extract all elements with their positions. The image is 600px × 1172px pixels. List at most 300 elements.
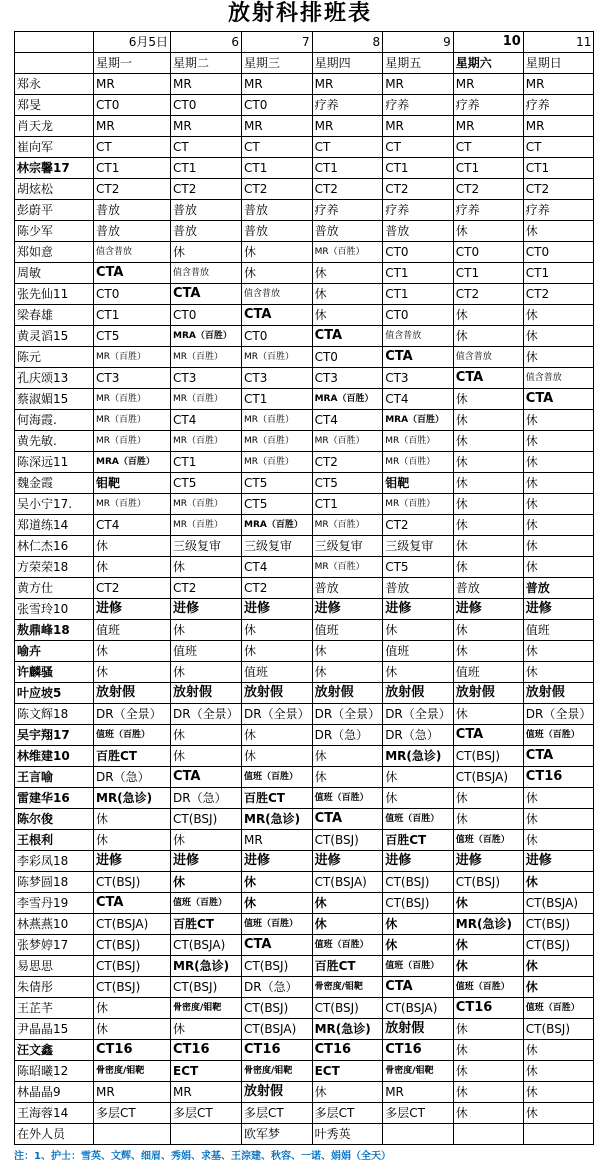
- shift-cell[interactable]: CT0: [171, 95, 242, 116]
- shift-cell[interactable]: 休: [242, 242, 313, 263]
- shift-cell[interactable]: 休: [94, 557, 171, 578]
- shift-cell[interactable]: CT(BSJ): [383, 872, 454, 893]
- shift-cell[interactable]: 进修: [523, 851, 594, 872]
- shift-cell[interactable]: CT2: [94, 179, 171, 200]
- staff-name[interactable]: 林维建10: [15, 746, 94, 767]
- shift-cell[interactable]: 普放: [242, 200, 313, 221]
- shift-cell[interactable]: 值班（百胜）: [523, 998, 594, 1019]
- shift-cell[interactable]: 休: [523, 221, 594, 242]
- shift-cell[interactable]: 百胜CT: [312, 956, 383, 977]
- shift-cell[interactable]: CT: [312, 137, 383, 158]
- shift-cell[interactable]: CT2: [94, 578, 171, 599]
- shift-cell[interactable]: CT1: [453, 158, 523, 179]
- shift-cell[interactable]: CTA: [171, 284, 242, 305]
- shift-cell[interactable]: CTA: [383, 347, 454, 368]
- shift-cell[interactable]: 百胜CT: [171, 914, 242, 935]
- shift-cell[interactable]: 休: [453, 956, 523, 977]
- shift-cell[interactable]: CTA: [242, 305, 313, 326]
- shift-cell[interactable]: 普放: [171, 221, 242, 242]
- shift-cell[interactable]: 多层CT: [242, 1103, 313, 1124]
- staff-name[interactable]: 梁春雄: [15, 305, 94, 326]
- date-cell[interactable]: 10: [453, 32, 523, 53]
- shift-cell[interactable]: MR（百胜）: [312, 515, 383, 536]
- weekday-cell[interactable]: 星期三: [242, 53, 313, 74]
- shift-cell[interactable]: CT0: [523, 242, 594, 263]
- shift-cell[interactable]: 进修: [171, 599, 242, 620]
- shift-cell[interactable]: 放射假: [171, 683, 242, 704]
- shift-cell[interactable]: 进修: [242, 851, 313, 872]
- shift-cell[interactable]: 休: [383, 914, 454, 935]
- shift-cell[interactable]: 百胜CT: [242, 788, 313, 809]
- shift-cell[interactable]: 值班: [94, 620, 171, 641]
- staff-name[interactable]: 雷建华16: [15, 788, 94, 809]
- shift-cell[interactable]: 普放: [312, 578, 383, 599]
- shift-cell[interactable]: 休: [453, 1019, 523, 1040]
- date-cell[interactable]: 7: [242, 32, 313, 53]
- shift-cell[interactable]: 值班（百胜）: [453, 977, 523, 998]
- shift-cell[interactable]: 普放: [312, 221, 383, 242]
- shift-cell[interactable]: 休: [94, 1019, 171, 1040]
- shift-cell[interactable]: 休: [171, 662, 242, 683]
- shift-cell[interactable]: CT(BSJ): [94, 935, 171, 956]
- shift-cell[interactable]: MR: [383, 116, 454, 137]
- shift-cell[interactable]: CT4: [312, 410, 383, 431]
- shift-cell[interactable]: CTA: [171, 767, 242, 788]
- shift-cell[interactable]: CT(BSJA): [523, 893, 594, 914]
- shift-cell[interactable]: 休: [171, 557, 242, 578]
- shift-cell[interactable]: 休: [94, 809, 171, 830]
- shift-cell[interactable]: MR: [383, 74, 454, 95]
- shift-cell[interactable]: CT(BSJA): [94, 914, 171, 935]
- date-cell[interactable]: 9: [383, 32, 454, 53]
- shift-cell[interactable]: MR: [242, 116, 313, 137]
- shift-cell[interactable]: 进修: [453, 599, 523, 620]
- shift-cell[interactable]: MRA（百胜）: [171, 326, 242, 347]
- shift-cell[interactable]: CT2: [312, 179, 383, 200]
- shift-cell[interactable]: 休: [453, 221, 523, 242]
- staff-name[interactable]: 郑旻: [15, 95, 94, 116]
- shift-cell[interactable]: 放射假: [94, 683, 171, 704]
- shift-cell[interactable]: 休: [453, 1082, 523, 1103]
- shift-cell[interactable]: 休: [523, 536, 594, 557]
- shift-cell[interactable]: CTA: [312, 809, 383, 830]
- shift-cell[interactable]: CT(BSJ): [312, 830, 383, 851]
- shift-cell[interactable]: 疗养: [453, 95, 523, 116]
- shift-cell[interactable]: 休: [312, 746, 383, 767]
- shift-cell[interactable]: DR（急）: [383, 725, 454, 746]
- shift-cell[interactable]: MRA（百胜）: [94, 452, 171, 473]
- shift-cell[interactable]: CT(BSJ): [171, 809, 242, 830]
- shift-cell[interactable]: 休: [453, 1040, 523, 1061]
- shift-cell[interactable]: 进修: [242, 599, 313, 620]
- shift-cell[interactable]: 休: [312, 914, 383, 935]
- shift-cell[interactable]: CTA: [453, 725, 523, 746]
- shift-cell[interactable]: CT(BSJ): [312, 998, 383, 1019]
- shift-cell[interactable]: CT: [94, 137, 171, 158]
- shift-cell[interactable]: MR（百胜）: [171, 347, 242, 368]
- shift-cell[interactable]: CT0: [383, 305, 454, 326]
- staff-name[interactable]: 陈深远11: [15, 452, 94, 473]
- shift-cell[interactable]: 放射假: [383, 1019, 454, 1040]
- shift-cell[interactable]: DR（全景）: [242, 704, 313, 725]
- staff-name[interactable]: 胡炫松: [15, 179, 94, 200]
- shift-cell[interactable]: 进修: [383, 851, 454, 872]
- shift-cell[interactable]: CTA: [94, 893, 171, 914]
- staff-name[interactable]: 崔向军: [15, 137, 94, 158]
- shift-cell[interactable]: MR（百胜）: [94, 389, 171, 410]
- shift-cell[interactable]: 多层CT: [171, 1103, 242, 1124]
- staff-name[interactable]: 陈梦圆18: [15, 872, 94, 893]
- shift-cell[interactable]: CT(BSJ): [453, 872, 523, 893]
- staff-name[interactable]: 张梦婷17: [15, 935, 94, 956]
- staff-name[interactable]: 许麟骚: [15, 662, 94, 683]
- staff-name[interactable]: 王根利: [15, 830, 94, 851]
- shift-cell[interactable]: CT(BSJA): [383, 998, 454, 1019]
- shift-cell[interactable]: 休: [171, 1019, 242, 1040]
- staff-name[interactable]: 陈元: [15, 347, 94, 368]
- shift-cell[interactable]: 疗养: [523, 200, 594, 221]
- shift-cell[interactable]: 值班（百胜）: [242, 767, 313, 788]
- shift-cell[interactable]: MR: [94, 1082, 171, 1103]
- shift-cell[interactable]: 休: [453, 809, 523, 830]
- shift-cell[interactable]: 三级复审: [171, 536, 242, 557]
- shift-cell[interactable]: 值含普放: [453, 347, 523, 368]
- shift-cell[interactable]: MR(急诊): [171, 956, 242, 977]
- shift-cell[interactable]: 休: [312, 263, 383, 284]
- shift-cell[interactable]: 休: [523, 410, 594, 431]
- shift-cell[interactable]: 骨密度/钼靶: [171, 998, 242, 1019]
- shift-cell[interactable]: 疗养: [383, 200, 454, 221]
- shift-cell[interactable]: CT(BSJA): [171, 935, 242, 956]
- shift-cell[interactable]: 多层CT: [383, 1103, 454, 1124]
- shift-cell[interactable]: 休: [453, 536, 523, 557]
- shift-cell[interactable]: CT1: [242, 389, 313, 410]
- staff-name[interactable]: 易思思: [15, 956, 94, 977]
- shift-cell[interactable]: 放射假: [312, 683, 383, 704]
- shift-cell[interactable]: 骨密度/钼靶: [242, 1061, 313, 1082]
- shift-cell[interactable]: 值班: [383, 641, 454, 662]
- shift-cell[interactable]: 疗养: [312, 200, 383, 221]
- shift-cell[interactable]: MR（百胜）: [171, 494, 242, 515]
- shift-cell[interactable]: 值班（百胜）: [453, 830, 523, 851]
- staff-name[interactable]: 张雪玲10: [15, 599, 94, 620]
- shift-cell[interactable]: CT1: [312, 494, 383, 515]
- shift-cell[interactable]: CT3: [242, 368, 313, 389]
- shift-cell[interactable]: CT0: [242, 95, 313, 116]
- shift-cell[interactable]: CT0: [242, 326, 313, 347]
- shift-cell[interactable]: 休: [453, 410, 523, 431]
- shift-cell[interactable]: CT0: [453, 242, 523, 263]
- shift-cell[interactable]: CT1: [383, 263, 454, 284]
- staff-name[interactable]: 周敏: [15, 263, 94, 284]
- shift-cell[interactable]: 值含普放: [242, 284, 313, 305]
- shift-cell[interactable]: 休: [171, 830, 242, 851]
- shift-cell[interactable]: DR（全景）: [383, 704, 454, 725]
- staff-name[interactable]: 李彩凤18: [15, 851, 94, 872]
- shift-cell[interactable]: MR（百胜）: [171, 515, 242, 536]
- shift-cell[interactable]: 休: [523, 1061, 594, 1082]
- weekday-cell[interactable]: 星期五: [383, 53, 454, 74]
- shift-cell[interactable]: 休: [453, 893, 523, 914]
- shift-cell[interactable]: 值班: [171, 641, 242, 662]
- shift-cell[interactable]: 值班（百胜）: [523, 725, 594, 746]
- shift-cell[interactable]: 休: [312, 1082, 383, 1103]
- shift-cell[interactable]: MR: [242, 74, 313, 95]
- shift-cell[interactable]: 休: [312, 641, 383, 662]
- shift-cell[interactable]: MR(急诊): [312, 1019, 383, 1040]
- shift-cell[interactable]: CT16: [94, 1040, 171, 1061]
- shift-cell[interactable]: 普放: [383, 578, 454, 599]
- shift-cell[interactable]: 休: [242, 893, 313, 914]
- shift-cell[interactable]: 休: [523, 788, 594, 809]
- shift-cell[interactable]: DR（急）: [94, 767, 171, 788]
- shift-cell[interactable]: 休: [383, 662, 454, 683]
- shift-cell[interactable]: CT0: [94, 284, 171, 305]
- shift-cell[interactable]: [453, 1124, 523, 1145]
- shift-cell[interactable]: CT(BSJ): [94, 977, 171, 998]
- shift-cell[interactable]: CT0: [383, 242, 454, 263]
- shift-cell[interactable]: CT(BSJ): [383, 893, 454, 914]
- staff-name[interactable]: 王芷芊: [15, 998, 94, 1019]
- shift-cell[interactable]: 多层CT: [312, 1103, 383, 1124]
- shift-cell[interactable]: 休: [312, 767, 383, 788]
- shift-cell[interactable]: 普放: [453, 578, 523, 599]
- staff-name[interactable]: 蔡淑媚15: [15, 389, 94, 410]
- shift-cell[interactable]: ECT: [171, 1061, 242, 1082]
- staff-name[interactable]: 方荣荣18: [15, 557, 94, 578]
- staff-name[interactable]: 叶应坡5: [15, 683, 94, 704]
- shift-cell[interactable]: 休: [523, 956, 594, 977]
- shift-cell[interactable]: 进修: [312, 851, 383, 872]
- shift-cell[interactable]: 休: [453, 1061, 523, 1082]
- shift-cell[interactable]: 休: [453, 1103, 523, 1124]
- shift-cell[interactable]: 进修: [523, 599, 594, 620]
- shift-cell[interactable]: 骨密度/钼靶: [383, 1061, 454, 1082]
- shift-cell[interactable]: [383, 1124, 454, 1145]
- shift-cell[interactable]: 休: [523, 1040, 594, 1061]
- shift-cell[interactable]: 放射假: [242, 683, 313, 704]
- shift-cell[interactable]: 休: [242, 263, 313, 284]
- shift-cell[interactable]: CT: [453, 137, 523, 158]
- shift-cell[interactable]: 放射假: [453, 683, 523, 704]
- shift-cell[interactable]: CT(BSJ): [523, 914, 594, 935]
- shift-cell[interactable]: 值班: [242, 662, 313, 683]
- shift-cell[interactable]: CT4: [383, 389, 454, 410]
- shift-cell[interactable]: 休: [523, 662, 594, 683]
- shift-cell[interactable]: 休: [523, 473, 594, 494]
- shift-cell[interactable]: MR（百胜）: [242, 410, 313, 431]
- shift-cell[interactable]: CT2: [171, 578, 242, 599]
- weekday-cell[interactable]: 星期四: [312, 53, 383, 74]
- shift-cell[interactable]: ECT: [312, 1061, 383, 1082]
- staff-name[interactable]: 王言喻: [15, 767, 94, 788]
- shift-cell[interactable]: CT1: [171, 158, 242, 179]
- shift-cell[interactable]: CT2: [171, 179, 242, 200]
- staff-name[interactable]: 郑道练14: [15, 515, 94, 536]
- shift-cell[interactable]: CT2: [383, 515, 454, 536]
- shift-cell[interactable]: 休: [523, 452, 594, 473]
- shift-cell[interactable]: MR: [171, 116, 242, 137]
- shift-cell[interactable]: 休: [383, 935, 454, 956]
- shift-cell[interactable]: 休: [453, 473, 523, 494]
- staff-name[interactable]: 张先仙11: [15, 284, 94, 305]
- shift-cell[interactable]: 休: [383, 788, 454, 809]
- staff-name[interactable]: 何海霞.: [15, 410, 94, 431]
- shift-cell[interactable]: [171, 1124, 242, 1145]
- shift-cell[interactable]: DR（急）: [171, 788, 242, 809]
- shift-cell[interactable]: MR（百胜）: [94, 347, 171, 368]
- shift-cell[interactable]: 钼靶: [383, 473, 454, 494]
- staff-name[interactable]: 吴小宁17.: [15, 494, 94, 515]
- weekday-cell[interactable]: 星期六: [453, 53, 523, 74]
- shift-cell[interactable]: 休: [94, 830, 171, 851]
- shift-cell[interactable]: CT2: [523, 179, 594, 200]
- shift-cell[interactable]: MR（百胜）: [94, 410, 171, 431]
- shift-cell[interactable]: CT: [383, 137, 454, 158]
- shift-cell[interactable]: 休: [453, 641, 523, 662]
- shift-cell[interactable]: CT(BSJ): [171, 977, 242, 998]
- shift-cell[interactable]: MR: [383, 1082, 454, 1103]
- staff-name[interactable]: 孔庆颂13: [15, 368, 94, 389]
- shift-cell[interactable]: 值含普放: [523, 368, 594, 389]
- shift-cell[interactable]: CT(BSJA): [242, 1019, 313, 1040]
- shift-cell[interactable]: CTA: [383, 977, 454, 998]
- shift-cell[interactable]: 休: [383, 620, 454, 641]
- staff-name[interactable]: 在外人员: [15, 1124, 94, 1145]
- shift-cell[interactable]: MR（百胜）: [312, 431, 383, 452]
- shift-cell[interactable]: 休: [523, 809, 594, 830]
- shift-cell[interactable]: 休: [171, 242, 242, 263]
- shift-cell[interactable]: 进修: [94, 851, 171, 872]
- shift-cell[interactable]: CT4: [171, 410, 242, 431]
- shift-cell[interactable]: 休: [453, 326, 523, 347]
- shift-cell[interactable]: 休: [523, 557, 594, 578]
- shift-cell[interactable]: 休: [242, 641, 313, 662]
- shift-cell[interactable]: 休: [453, 515, 523, 536]
- shift-cell[interactable]: 放射假: [523, 683, 594, 704]
- shift-cell[interactable]: CT16: [453, 998, 523, 1019]
- shift-cell[interactable]: CT16: [523, 767, 594, 788]
- shift-cell[interactable]: 休: [312, 893, 383, 914]
- shift-cell[interactable]: MR（百胜）: [94, 431, 171, 452]
- shift-cell[interactable]: 钼靶: [94, 473, 171, 494]
- shift-cell[interactable]: CTA: [453, 368, 523, 389]
- shift-cell[interactable]: 值班（百胜）: [312, 935, 383, 956]
- shift-cell[interactable]: 值班: [453, 662, 523, 683]
- shift-cell[interactable]: 休: [523, 1103, 594, 1124]
- shift-cell[interactable]: 休: [171, 725, 242, 746]
- shift-cell[interactable]: 百胜CT: [383, 830, 454, 851]
- shift-cell[interactable]: MR(急诊): [453, 914, 523, 935]
- shift-cell[interactable]: CT5: [242, 473, 313, 494]
- shift-cell[interactable]: CT(BSJ): [523, 935, 594, 956]
- shift-cell[interactable]: 进修: [312, 599, 383, 620]
- shift-cell[interactable]: MR: [171, 74, 242, 95]
- shift-cell[interactable]: MR（百胜）: [383, 452, 454, 473]
- shift-cell[interactable]: 休: [242, 725, 313, 746]
- shift-cell[interactable]: CT2: [242, 578, 313, 599]
- shift-cell[interactable]: 疗养: [453, 200, 523, 221]
- shift-cell[interactable]: MR: [453, 116, 523, 137]
- shift-cell[interactable]: 休: [523, 515, 594, 536]
- shift-cell[interactable]: MR（百胜）: [171, 389, 242, 410]
- shift-cell[interactable]: 值班: [312, 620, 383, 641]
- shift-cell[interactable]: 休: [94, 536, 171, 557]
- shift-cell[interactable]: 休: [453, 431, 523, 452]
- shift-cell[interactable]: CTA: [523, 389, 594, 410]
- shift-cell[interactable]: CTA: [242, 935, 313, 956]
- staff-name[interactable]: 林仁杰16: [15, 536, 94, 557]
- staff-name[interactable]: 黄方仕: [15, 578, 94, 599]
- shift-cell[interactable]: CT3: [171, 368, 242, 389]
- shift-cell[interactable]: CT1: [242, 158, 313, 179]
- staff-name[interactable]: 黄先敏.: [15, 431, 94, 452]
- shift-cell[interactable]: 休: [523, 872, 594, 893]
- shift-cell[interactable]: DR（急）: [312, 725, 383, 746]
- shift-cell[interactable]: MR（百胜）: [94, 494, 171, 515]
- staff-name[interactable]: 朱倩彤: [15, 977, 94, 998]
- shift-cell[interactable]: 值班（百胜）: [242, 914, 313, 935]
- shift-cell[interactable]: 欧军梦: [242, 1124, 313, 1145]
- staff-name[interactable]: 魏金霞: [15, 473, 94, 494]
- shift-cell[interactable]: 休: [312, 305, 383, 326]
- shift-cell[interactable]: MR（百胜）: [242, 347, 313, 368]
- shift-cell[interactable]: DR（全景）: [94, 704, 171, 725]
- shift-cell[interactable]: MR（百胜）: [242, 431, 313, 452]
- staff-name[interactable]: 林晶晶9: [15, 1082, 94, 1103]
- shift-cell[interactable]: MRA（百胜）: [242, 515, 313, 536]
- shift-cell[interactable]: 休: [94, 662, 171, 683]
- shift-cell[interactable]: CT1: [94, 158, 171, 179]
- shift-cell[interactable]: CT4: [242, 557, 313, 578]
- staff-name[interactable]: 李雪丹19: [15, 893, 94, 914]
- shift-cell[interactable]: CT2: [312, 452, 383, 473]
- staff-name[interactable]: 郑如意: [15, 242, 94, 263]
- shift-cell[interactable]: 疗养: [312, 95, 383, 116]
- shift-cell[interactable]: CT2: [453, 284, 523, 305]
- shift-cell[interactable]: 值含普放: [94, 242, 171, 263]
- shift-cell[interactable]: 放射假: [383, 683, 454, 704]
- shift-cell[interactable]: 休: [523, 347, 594, 368]
- shift-cell[interactable]: CT16: [312, 1040, 383, 1061]
- shift-cell[interactable]: MR: [523, 74, 594, 95]
- shift-cell[interactable]: CT3: [312, 368, 383, 389]
- shift-cell[interactable]: MR（百胜）: [312, 557, 383, 578]
- shift-cell[interactable]: CT5: [171, 473, 242, 494]
- shift-cell[interactable]: CT1: [94, 305, 171, 326]
- shift-cell[interactable]: CT1: [312, 158, 383, 179]
- shift-cell[interactable]: 普放: [171, 200, 242, 221]
- weekday-cell[interactable]: 星期一: [94, 53, 171, 74]
- shift-cell[interactable]: 骨密度/钼靶: [94, 1061, 171, 1082]
- staff-name[interactable]: 林燕燕10: [15, 914, 94, 935]
- shift-cell[interactable]: CT: [171, 137, 242, 158]
- shift-cell[interactable]: MR（百胜）: [171, 431, 242, 452]
- shift-cell[interactable]: MR(急诊): [383, 746, 454, 767]
- staff-name[interactable]: 彭蔚平: [15, 200, 94, 221]
- shift-cell[interactable]: 休: [523, 431, 594, 452]
- staff-name[interactable]: 喻卉: [15, 641, 94, 662]
- staff-name[interactable]: 肖天龙: [15, 116, 94, 137]
- staff-name[interactable]: 陈昭曦12: [15, 1061, 94, 1082]
- staff-name[interactable]: 林宗馨17: [15, 158, 94, 179]
- staff-name[interactable]: 黄灵滔15: [15, 326, 94, 347]
- shift-cell[interactable]: CT1: [523, 263, 594, 284]
- shift-cell[interactable]: MR: [94, 116, 171, 137]
- shift-cell[interactable]: 休: [453, 389, 523, 410]
- shift-cell[interactable]: 休: [523, 977, 594, 998]
- shift-cell[interactable]: MR: [523, 116, 594, 137]
